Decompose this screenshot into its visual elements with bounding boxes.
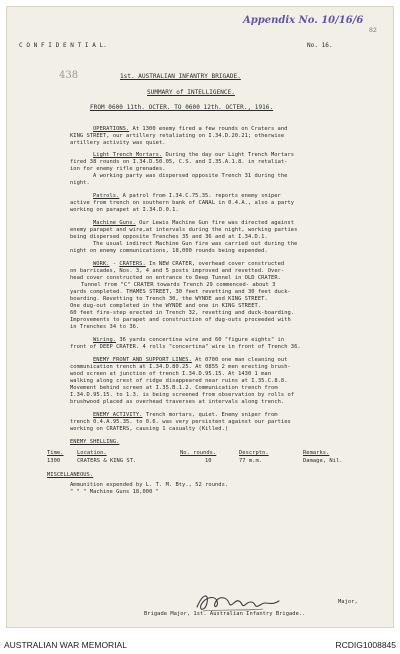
ltm-heading: Light Trench Mortars. — [93, 152, 163, 158]
work-line-7: One dug-out completed in the WYNDE and one in KING STREET. — [70, 303, 262, 309]
enemy-activity-line-1: ENEMY ACTIVITY. Trench mortars, quiet. Enemy sniper from — [93, 412, 278, 418]
shelling-cell-rounds: 10 — [205, 458, 212, 464]
mg-line-3: being dispersed opposite Trenches 35 and 36 and at I.34.D.1. — [70, 234, 268, 240]
operations-line-2: KING STREET, our artillery retaliating on I.34.D.20.21; otherwise — [70, 133, 285, 139]
shelling-header-remarks: Remarks. — [303, 450, 330, 456]
wiring-line-1: Wiring. 36 yards concertina wire and 60 "figure eights" in — [93, 337, 285, 343]
operations-heading: OPERATIONS. — [93, 126, 130, 132]
mg-line-5: night on enemy communications, 18,000 rounds being expended. — [70, 248, 268, 254]
shelling-header-description: Descrptn. — [239, 450, 269, 456]
work-line-5: yards completed. THAMES STREET, 30 feet revetting and 30 feet duck- — [70, 289, 291, 295]
operations-line-1: OPERATIONS. At 1300 enemy fired a few rounds on Craters and — [93, 126, 288, 132]
confidential-label: C O N F I D E N T I A L. — [19, 42, 107, 49]
shelling-cell-remarks: Damage, Nil. — [303, 458, 343, 464]
mg-line-4: The usual indirect Machine Gun fire was carried out during the — [93, 241, 298, 247]
mg-line-2: enemy parapet and wire,at intervals during the night, working parties — [70, 227, 298, 233]
ltm-line-1: Light Trench Mortars. During the day our Light Trench Mortars — [93, 152, 295, 158]
ltm-line-3: ion for enemy rifle grenades. — [70, 166, 166, 172]
work-heading: WORK. — [93, 261, 110, 267]
shelling-cell-time: 1300 — [47, 458, 61, 464]
enemy-front-line-5: Movement behind screen at I.35.B.1.2. Communication trench from — [70, 385, 278, 391]
shelling-cell-location: CRATERS & KING ST. — [77, 458, 137, 464]
footer-institution: AUSTRALIAN WAR MEMORIAL — [4, 640, 127, 650]
enemy-front-line-2: communication trench at I.34.D.80.25. At 0855 2 men erecting brush- — [70, 364, 291, 370]
patrols-heading: Patrols. — [93, 193, 120, 199]
work-line-6: boarding. Revetting to Trench 30, the WYNDE and KING STREET. — [70, 296, 268, 302]
wiring-line-2: front of DEEP CRATER. 4 rolls "concertina" wire in front of Trench 36. — [70, 344, 301, 350]
wiring-heading: Wiring. — [93, 337, 117, 343]
archive-footer — [0, 632, 400, 654]
summary-title: SUMMARY of INTELLIGENCE. — [147, 89, 235, 96]
period-title: FROM 0600 11th. OCTER. TO 0600 12th. OCTER., 1916. — [90, 104, 274, 111]
craters-heading: CRATERS. — [119, 261, 146, 267]
work-line-9: Improvements to parapet and construction of dug-outs proceeded with — [70, 317, 291, 323]
work-line-2: on barricades, Nos. 3, 4 and 5 posts improved and revetted. Over- — [70, 268, 285, 274]
document-number: No. 16. — [307, 42, 333, 49]
enemy-activity-heading: ENEMY ACTIVITY. — [93, 412, 143, 418]
ltm-line-5: night. — [70, 180, 90, 186]
operations-line-3: artillery activity was quiet. — [70, 140, 166, 146]
patrols-line-2: active from trench on southern bank of CANAL in 0.4.A., also a party — [70, 200, 295, 206]
enemy-front-line-4: walking along crest of ridge disappeared near ruins at I.35.C.8.8. — [70, 378, 288, 384]
pencil-number: 438 — [59, 70, 79, 81]
enemy-front-line-6: I.34.D.95.15. to 1.3. is being screened from observation by rolls of — [70, 392, 295, 398]
enemy-activity-line-2: trench 0.4.A.95.35. to 0.6. was very persistent against our parties — [70, 419, 291, 425]
shelling-header-rounds: No. rounds. — [180, 450, 217, 456]
patrols-line-1: Patrols. A patrol from I.34.C.75.35. reports enemy sniper — [93, 193, 281, 199]
enemy-shelling-heading: ENEMY SHELLING. — [70, 439, 120, 445]
enemy-front-line-1: ENEMY FRONT AND SUPPORT LINES. At 0700 one man cleaning out — [93, 357, 288, 363]
work-line-1: WORK. - CRATERS. In NEW CRATER, overhead cover constructed — [93, 261, 285, 267]
folio-number: 82 — [369, 27, 377, 34]
patrols-line-3: working on parapet at I.34.D.0.1. — [70, 207, 179, 213]
shelling-cell-description: 77 m.m. — [239, 458, 263, 464]
brigade-title: 1st. AUSTRALIAN INFANTRY BRIGADE. — [120, 73, 241, 80]
misc-line-2: " " " Machine Guns 18,000 " — [70, 489, 159, 495]
shelling-header-location: Location. — [77, 450, 107, 456]
work-line-10: in Trenches 34 to 36. — [70, 324, 140, 330]
mg-line-1: Machine Guns. Our Lewis Machine Gun fire was directed against — [93, 220, 295, 226]
work-line-3: head cover constructed on entrance to Deep Tunnel in OLD CRATER. — [70, 275, 281, 281]
work-line-4: Tunnel from "C" CRATER towards Trench 29 commenced- about 3 — [81, 282, 276, 288]
enemy-front-line-7: brushwood placed as overhead traverses at intervals along trench. — [70, 399, 285, 405]
footer-catalogue-id: RCDIG1008845 — [335, 640, 396, 650]
miscellaneous-heading: MISCELLANEOUS. — [47, 472, 94, 478]
mg-heading: Machine Guns. — [93, 220, 136, 226]
document-page — [6, 6, 394, 628]
ltm-line-4: A working party was dispersed opposite Trench 31 during the — [93, 173, 288, 179]
signatory-rank: Major, — [338, 599, 358, 605]
work-line-8: 60 feet fire-step erected in Trench 32, revetting and duck-boarding. — [70, 310, 295, 316]
enemy-front-line-3: wood screen at junction of trench I.34.D.95.15. At 1430 1 man — [70, 371, 272, 377]
enemy-activity-line-3: working on CRATERS, causing 1 casualty (Killed.) — [70, 426, 229, 432]
signatory-title: Brigade Major, 1st. Australian Infantry Brigade.. — [144, 611, 306, 617]
appendix-annotation: Appendix No. 10/16/6 — [243, 15, 364, 26]
ltm-line-2: fired 38 rounds on I.34.D.50.05, C.S. and I.35.A.1.8. in retaliat- — [70, 159, 288, 165]
misc-line-1: Ammunition expended by L. T. M. Bty., 52 rounds. — [70, 482, 229, 488]
enemy-front-heading: ENEMY FRONT AND SUPPORT LINES. — [93, 357, 192, 363]
shelling-header-time: Time. — [47, 450, 64, 456]
